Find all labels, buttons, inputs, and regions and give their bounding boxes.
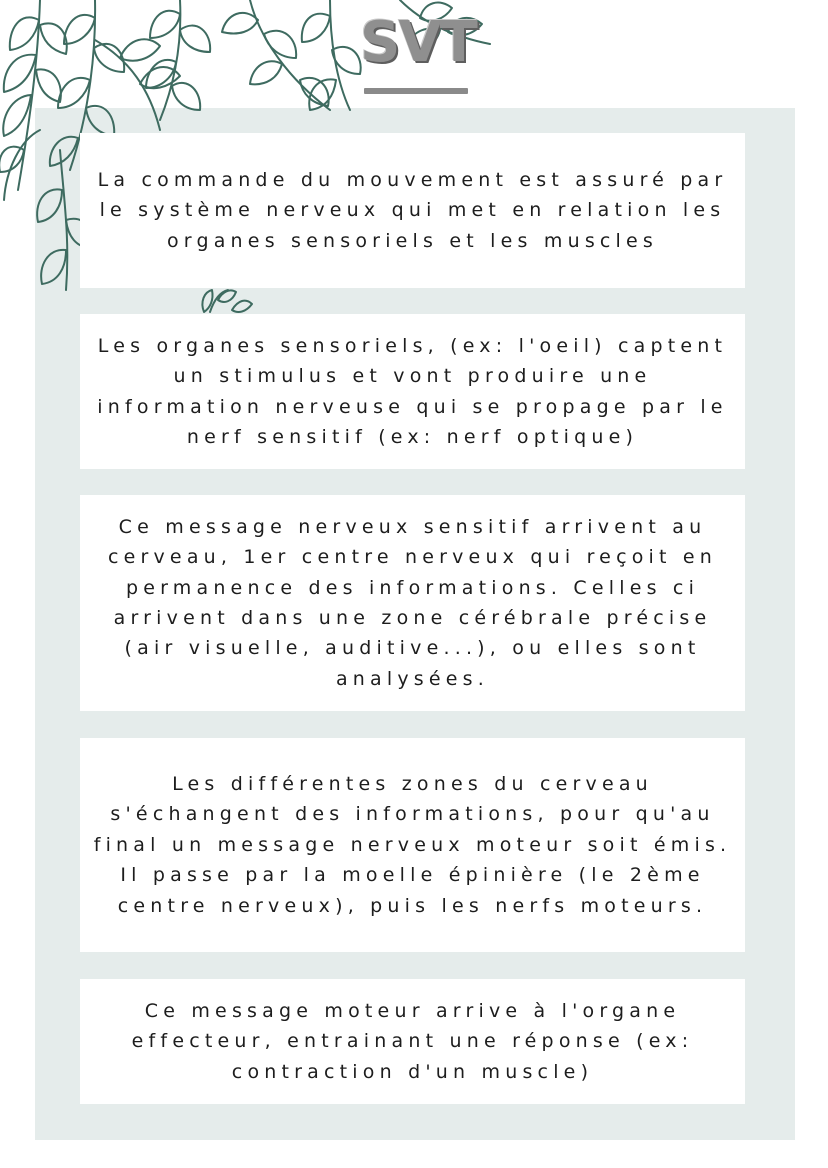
svt-logo: [360, 8, 476, 100]
svt-logo-text: SVT: [360, 10, 476, 75]
info-card-motor-message: [80, 738, 745, 952]
info-card-effector-organ: [80, 979, 745, 1104]
info-card-sensory-organs: [80, 314, 745, 469]
info-card-movement-command: [80, 133, 745, 288]
card-text: Les organes sensoriels, (ex: l'oeil) captent un stimulus et vont produire une information nerveuse qui se propage par le nerf sensitif (ex: nerf optique): [97, 334, 728, 448]
card-text: Ce message nerveux sensitif arrivent au cerveau, 1er centre nerveux qui reçoit en permanence des informations. Celles ci arrivent dans une zone cérébrale précise (air visuelle, auditive...), ou elles sont analysées.: [107, 515, 718, 690]
card-text: Ce message moteur arrive à l'organe effecteur, entrainant une réponse (ex: contraction d'un muscle): [131, 999, 694, 1083]
info-card-brain-sensory-message: [80, 495, 745, 711]
svt-logo-underline: [364, 88, 468, 94]
card-text: Les différentes zones du cerveau s'échangent des informations, pour qu'au final un message nerveux moteur soit émis. Il passe par la moelle épinière (le 2ème centre nerveux), puis les nerfs moteurs.: [93, 772, 732, 917]
card-text: La commande du mouvement est assuré par le système nerveux qui met en relation les organes sensoriels et les muscles: [97, 168, 728, 252]
